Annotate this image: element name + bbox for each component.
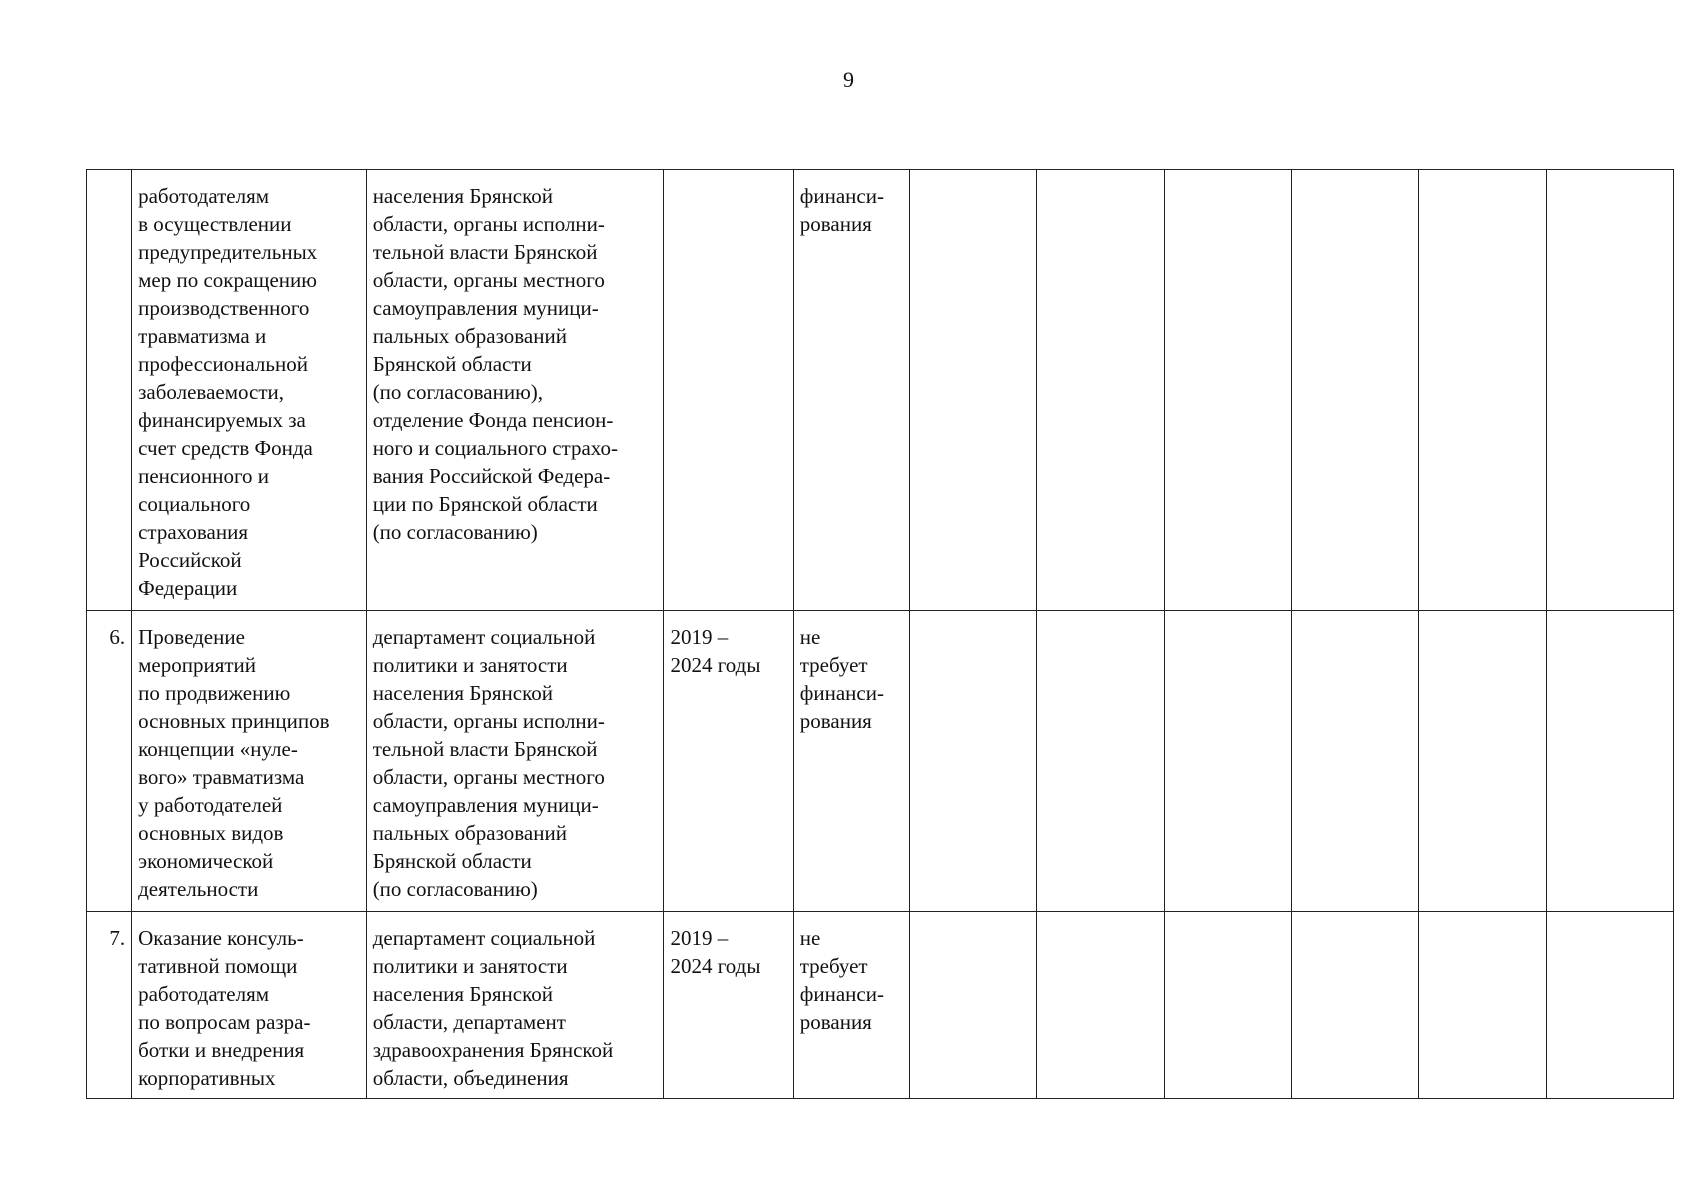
- activity-cell: Оказание консуль- тативной помощи работодателям по вопросам разра- ботки и внедрения корпоративных: [132, 912, 367, 1099]
- page-number: 9: [843, 67, 854, 92]
- empty-cell: [1419, 611, 1546, 912]
- executors-cell: департамент социальной политики и занятости населения Брянской области, департамент здравоохранения Брянской области, объединения: [366, 912, 664, 1099]
- row-number-cell: [87, 170, 132, 611]
- period-cell: 2019 – 2024 годы: [664, 611, 793, 912]
- row-number-cell: 7.: [87, 912, 132, 1099]
- row-number-cell: 6.: [87, 611, 132, 912]
- table-row: [87, 912, 1674, 1099]
- empty-cell: [910, 170, 1037, 611]
- empty-cell: [1164, 170, 1291, 611]
- activity-cell: работодателям в осуществлении предупредительных мер по сокращению производственного травматизма и профессиональной заболеваемости, финансируемых за счет средств Фонда пенсионного и социального страхования Российской Федерации: [132, 170, 367, 611]
- period-cell: [664, 170, 793, 611]
- empty-cell: [1291, 170, 1418, 611]
- empty-cell: [910, 912, 1037, 1099]
- table-row: [87, 170, 1674, 611]
- empty-cell: [1164, 611, 1291, 912]
- empty-cell: [1291, 912, 1418, 1099]
- funding-cell: финанси- рования: [793, 170, 909, 611]
- funding-cell: не требует финанси- рования: [793, 611, 909, 912]
- empty-cell: [1546, 611, 1673, 912]
- empty-cell: [1037, 611, 1164, 912]
- empty-cell: [1419, 170, 1546, 611]
- funding-cell: не требует финанси- рования: [793, 912, 909, 1099]
- empty-cell: [1037, 912, 1164, 1099]
- empty-cell: [1546, 912, 1673, 1099]
- empty-cell: [1546, 170, 1673, 611]
- activity-cell: Проведение мероприятий по продвижению основных принципов концепции «нуле- вого» травматизма у работодателей основных видов экономической деятельности: [132, 611, 367, 912]
- executors-cell: населения Брянской области, органы исполни- тельной власти Брянской области, органы местного самоуправления муници- пальных образований Брянской области (по согласованию), отделение Фонда пенсион- ного и социального страхо- вания Российской Федера- ции по Брянской области (по согласованию): [366, 170, 664, 611]
- empty-cell: [1291, 611, 1418, 912]
- empty-cell: [1164, 912, 1291, 1099]
- period-cell: 2019 – 2024 годы: [664, 912, 793, 1099]
- table-row: [87, 611, 1674, 912]
- empty-cell: [1037, 170, 1164, 611]
- empty-cell: [910, 611, 1037, 912]
- measures-table: [86, 169, 1674, 1099]
- empty-cell: [1419, 912, 1546, 1099]
- executors-cell: департамент социальной политики и занятости населения Брянской области, органы исполни- тельной власти Брянской области, органы местного самоуправления муници- пальных образований Брянской области (по согласованию): [366, 611, 664, 912]
